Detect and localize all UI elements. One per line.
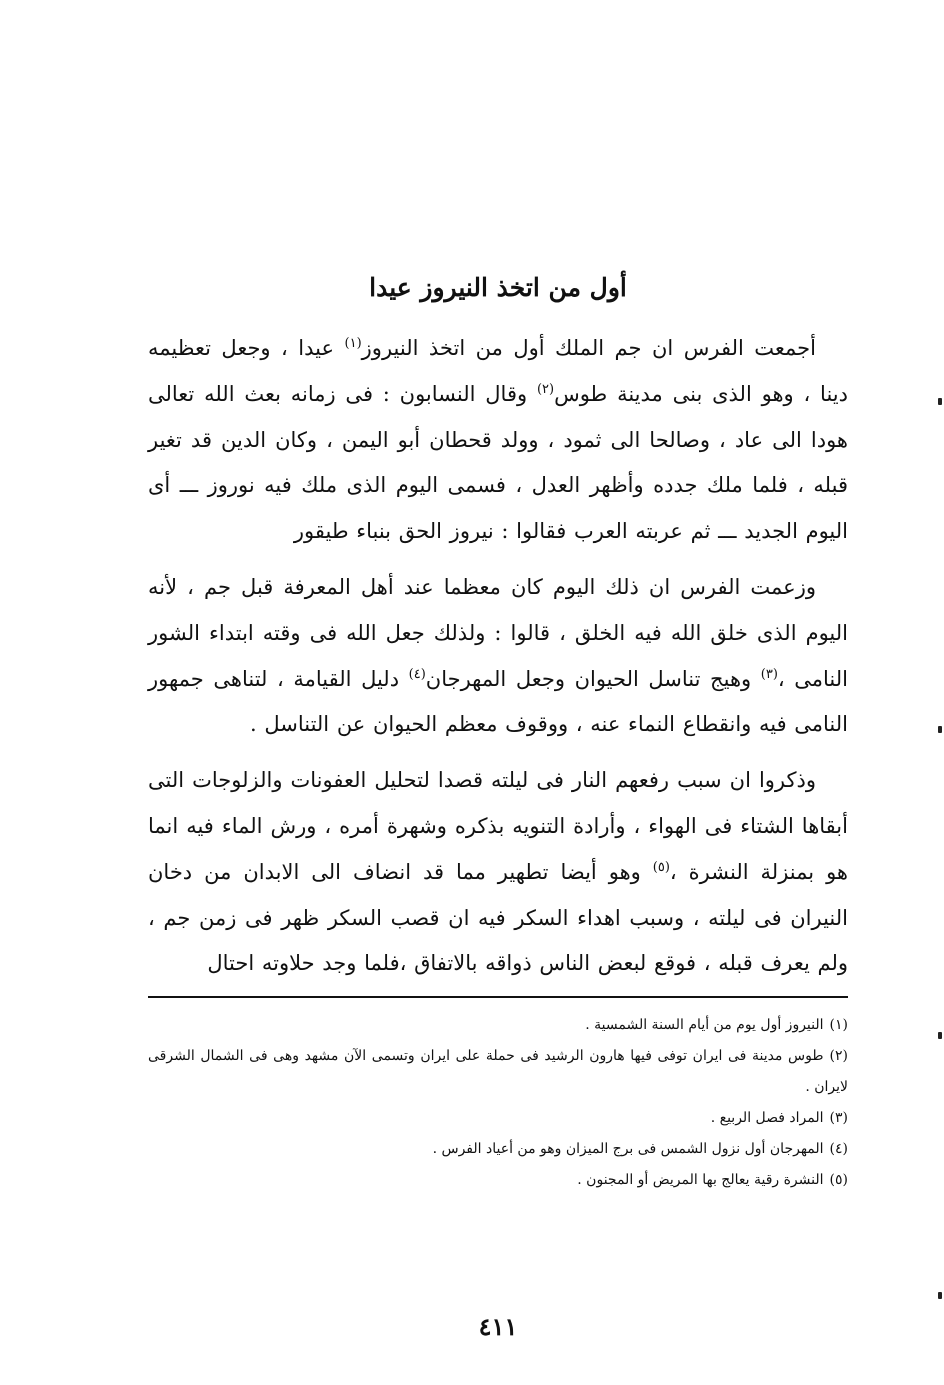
footnote-2 — [148, 1041, 848, 1103]
scan-speck — [938, 726, 942, 733]
text-run: وزعمت الفرس ان ذلك اليوم كان معظما عند أهل المعرفة قبل جم ، لأنه اليوم الذى خلق الله فيه الخلق ، قالوا : ولذلك جعل الله فى وقته ابتداء الشور النامى ، — [148, 574, 848, 691]
text-run: وذكروا ان سبب رفعهم النار فى ليلته قصدا لتحليل العفونات والزلوجات التى أبقاها الشتاء فى الهواء ، وأرادة التنويه بذكره وشهرة أمره ، ورش الماء فيه انما هو بمنزلة النشرة ، — [148, 768, 848, 884]
footnote-1 — [148, 1010, 848, 1041]
footnote-number: (٤) — [829, 1141, 848, 1157]
footnote-5 — [148, 1165, 848, 1196]
page-number: ٤١١ — [478, 1312, 518, 1341]
main-text — [148, 326, 848, 997]
footnotes-list — [148, 1010, 848, 1196]
footnote-text: النيروز أول يوم من أيام السنة الشمسية . — [585, 1017, 824, 1033]
footnote-number: (٣) — [829, 1110, 848, 1126]
footnote-3 — [148, 1103, 848, 1134]
footnote-ref-1: (١) — [344, 336, 362, 351]
footnote-ref-3: (٣) — [760, 666, 778, 682]
text-run: وقال النسابون : فى زمانه بعث الله تعالى هودا الى عاد ، وصالحا الى ثمود ، وولد قحطان أبو اليمن ، وكان الدين قد تغير قبله ، فلما ملك جدده وأظهر العدل ، فسمى اليوم الذى ملك فيه نوروز ـــ أى اليوم الجديد ـــ ثم عربته العرب فقالوا : نيروز الحق بنباء طيقور — [148, 381, 848, 544]
text-run: أجمعت الفرس ان جم الملك أول من اتخذ النيروز — [361, 336, 816, 360]
book-page — [148, 0, 848, 1385]
footnote-text: المراد فصل الربيع . — [710, 1110, 824, 1126]
footnote-number: (١) — [829, 1017, 848, 1033]
footnote-divider — [148, 996, 848, 998]
footnote-text: طوس مدينة فى ايران توفى فيها هارون الرشيد فى حملة على ايران وتسمى الآن مشهد وهى فى الشمال الشرقى لايران . — [148, 1048, 848, 1095]
paragraph-3 — [148, 758, 848, 987]
footnote-number: (٥) — [829, 1172, 848, 1188]
scan-speck — [938, 1032, 942, 1039]
text-run: عيدا ، وجعل تعظيمه دينا ، وهو الذى بنى مدينة طوس — [148, 336, 848, 406]
footnote-4 — [148, 1134, 848, 1165]
text-run: وهو أيضا تطهير مما قد انضاف الى الابدان من دخان النيران فى ليلته ، وسبب اهداء السكر فيه ان قصب السكر ظهر فى زمن جم ، ولم يعرف قبله ، فوقع لبعض الناس ذواقه بالاتفاق ،فلما وجد حلاوته احتال — [148, 859, 848, 976]
text-run: وهيج تناسل الحيوان وجعل المهرجان — [425, 666, 761, 691]
scan-speck — [938, 398, 942, 405]
text-run: دليل القيامة ، لتناهى جمهور النامى فيه وانقطاع النماء عنه ، ووقوف معظم الحيوان عن التناسل . — [148, 666, 848, 737]
footnote-ref-2: (٢) — [536, 381, 555, 397]
footnote-ref-5: (٥) — [652, 859, 670, 875]
paragraph-1 — [148, 326, 848, 555]
footnote-number: (٢) — [829, 1048, 848, 1064]
footnote-text: المهرجان أول نزول الشمس فى برج الميزان وهو من أعياد الفرس . — [432, 1141, 824, 1157]
page-title: أول من اتخذ النيروز عيدا — [369, 273, 627, 302]
footnote-text: النشرة رقية يعالج بها المريض أو المجنون . — [577, 1172, 824, 1188]
paragraph-2 — [148, 565, 848, 748]
scan-speck — [938, 1292, 942, 1299]
footnote-ref-4: (٤) — [408, 666, 426, 682]
